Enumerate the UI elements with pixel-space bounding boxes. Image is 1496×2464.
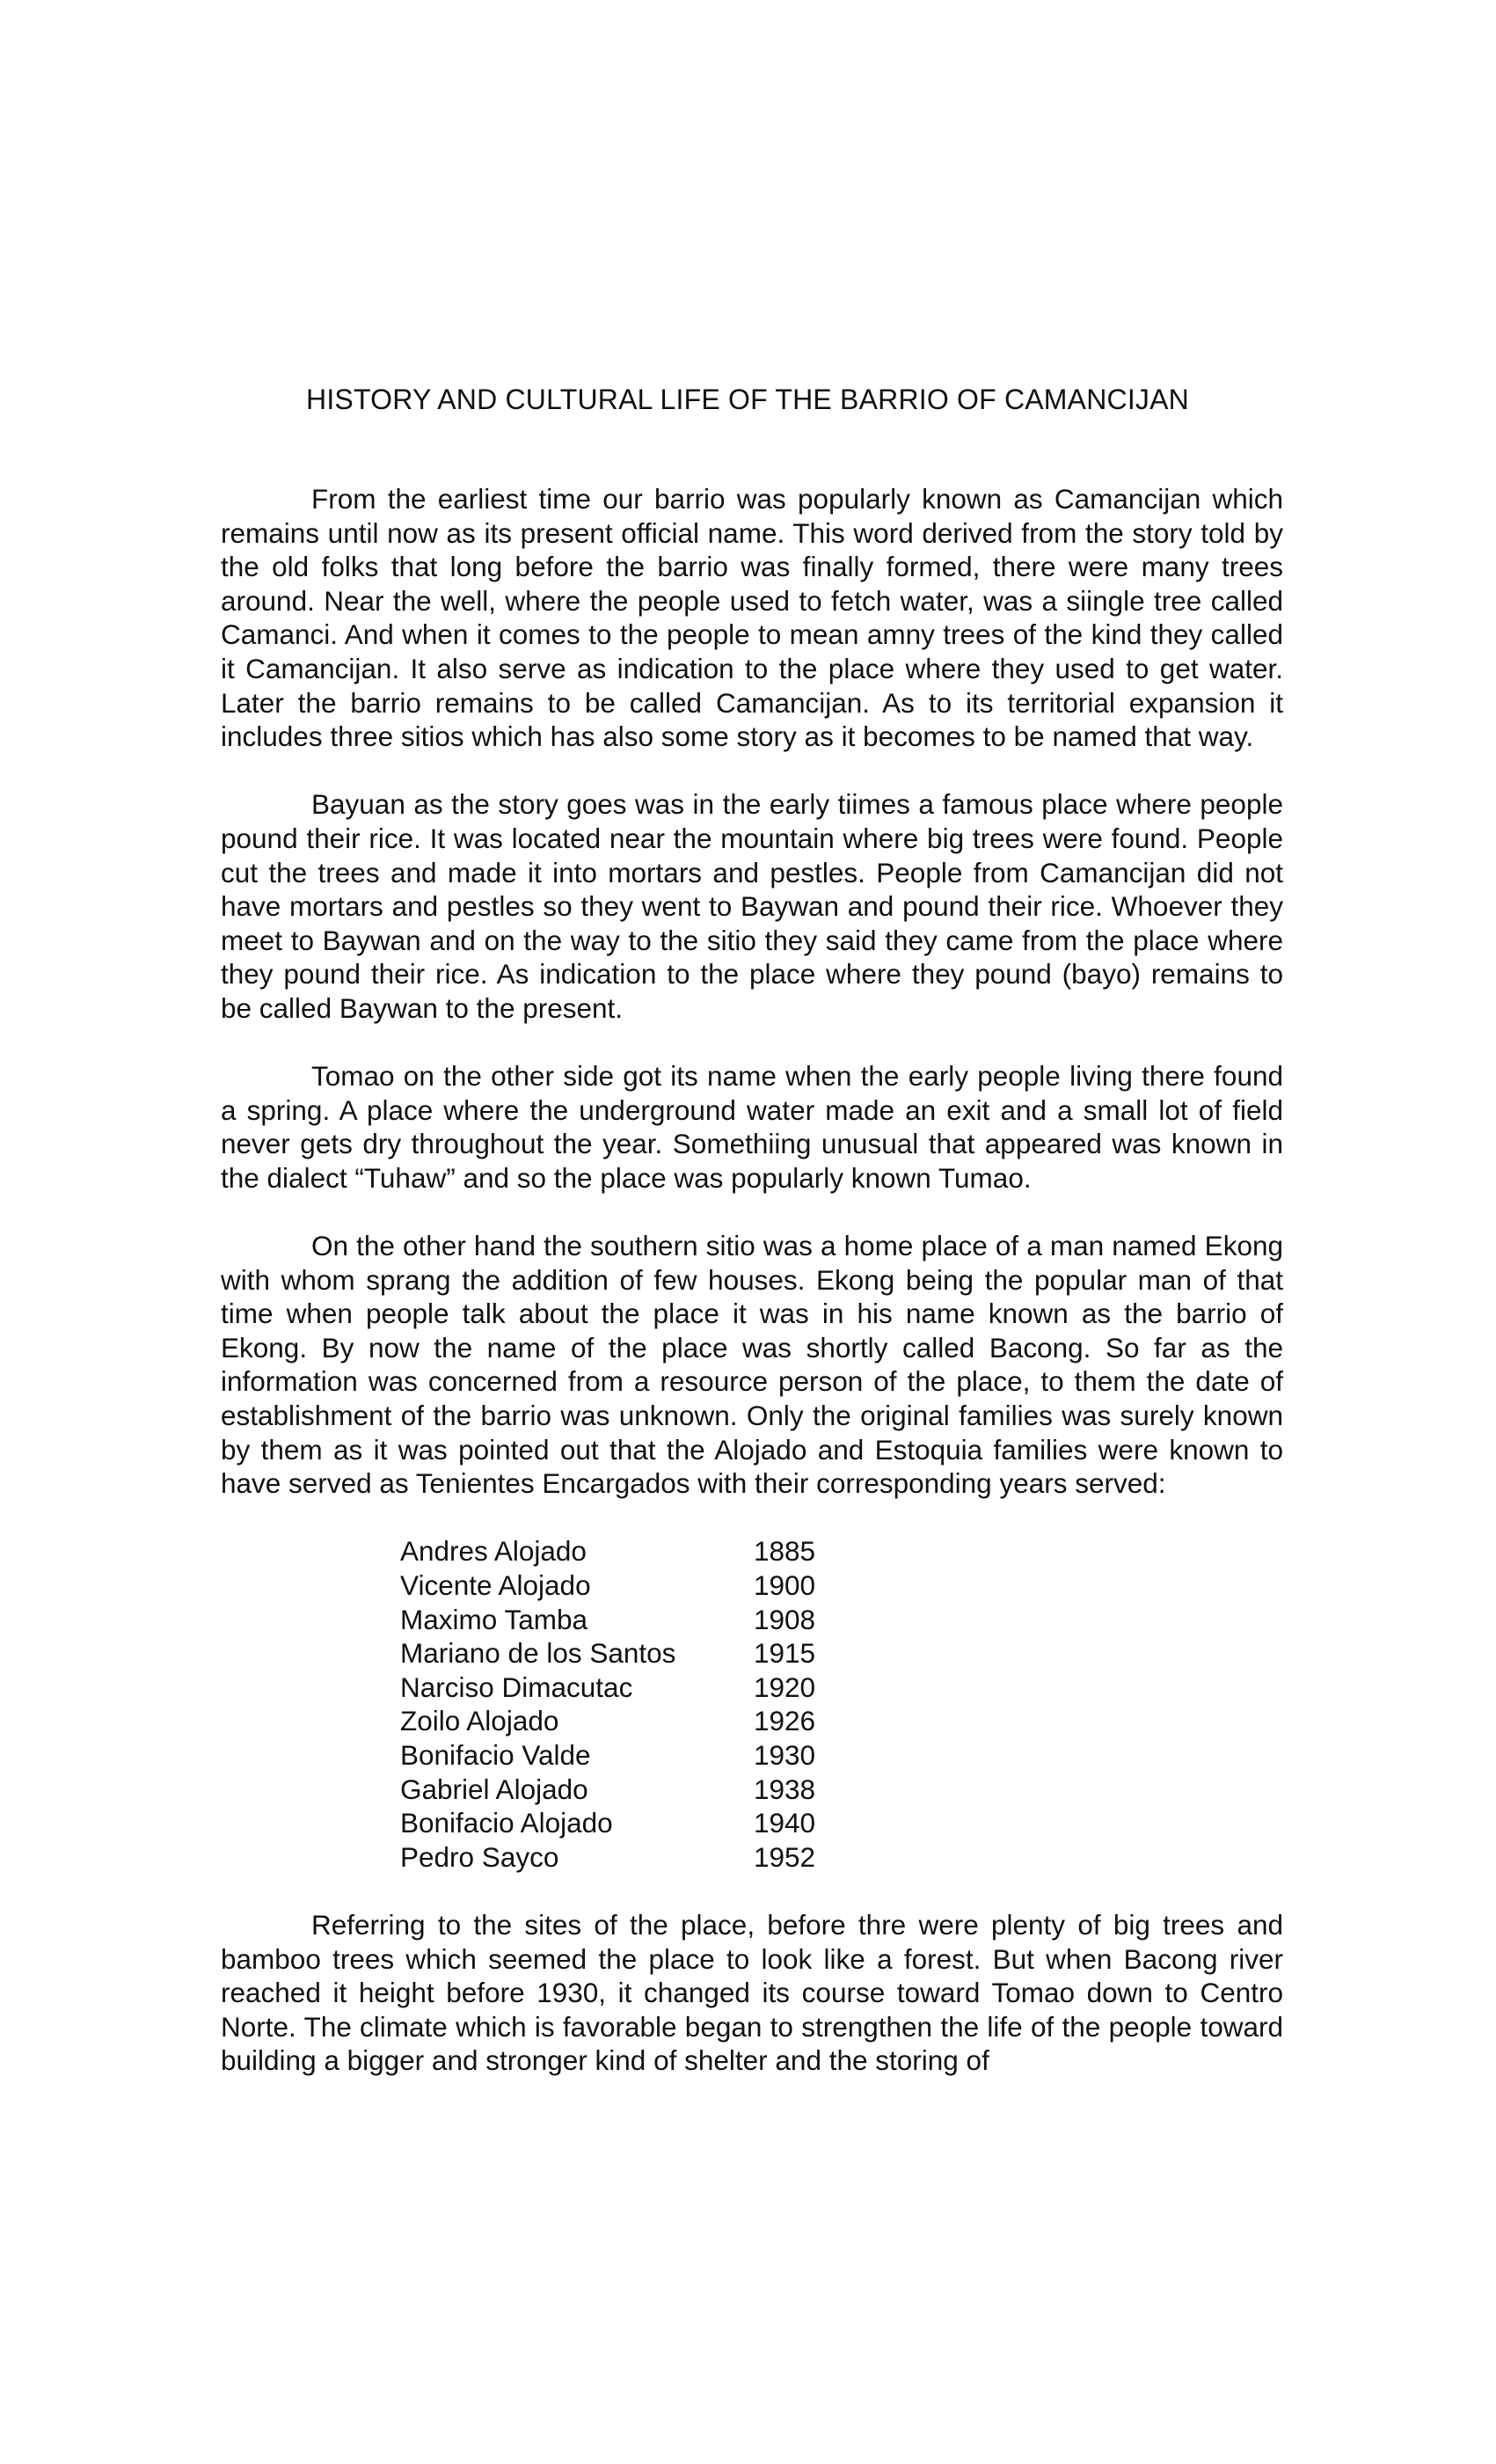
teniente-name: Mariano de los Santos [400, 1637, 676, 1670]
paragraph-sites: Referring to the sites of the place, before thre were plenty of big trees and bamboo trees which seemed the place to look like a forest. But when Bacong river reached it height before 1930, it changed its course toward Tomao down to Centro Norte. The climate which is favorable began to strengthen the life of the people toward building a bigger and stronger kind of shelter and the storing of [221, 1908, 1283, 2077]
tenientes-list [400, 1534, 1283, 1874]
list-item [400, 1534, 1283, 1568]
teniente-name: Zoilo Alojado [400, 1705, 559, 1737]
teniente-name: Andres Alojado [400, 1535, 587, 1568]
teniente-year: 1915 [754, 1637, 816, 1670]
list-item [400, 1840, 1283, 1875]
teniente-year: 1885 [754, 1535, 816, 1568]
teniente-name: Bonifacio Alojado [400, 1807, 613, 1839]
paragraph-bacong: On the other hand the southern sitio was a home place of a man named Ekong with whom sprang the addition of few houses. Ekong being the popular man of that time when people talk about the place it was in his name known as the barrio of Ekong. By now the name of the place was shortly called Bacong. So far as the information was concerned from a resource person of the place, to them the date of establishment of the barrio was unknown. Only the original families was surely known by them as it was pointed out that the Alojado and Estoquia families were known to have served as Tenientes Encargados with their corresponding years served: [221, 1230, 1283, 1500]
list-item [400, 1738, 1283, 1773]
list-item [400, 1773, 1283, 1807]
teniente-year: 1952 [754, 1840, 816, 1873]
paragraph-origin-of-name: From the earliest time our barrio was popularly known as Camancijan which remains until now as its present official name. This word derived from the story told by the old folks that long before the barrio was finally formed, there were many trees around. Near the well, where the people used to fetch water, was a siingle tree called Camanci. And when it comes to the people to mean amny trees of the kind they called it Camancijan. It also serve as indication to the place where they used to get water. Later the barrio remains to be called Camancijan. As to its territorial expansion it includes three sitios which has also some story as it becomes to be named that way. [221, 483, 1283, 753]
teniente-year: 1908 [754, 1603, 816, 1635]
teniente-name: Gabriel Alojado [400, 1773, 588, 1805]
list-item [400, 1704, 1283, 1738]
teniente-year: 1940 [754, 1807, 816, 1839]
teniente-year: 1938 [754, 1773, 816, 1805]
list-item [400, 1671, 1283, 1705]
teniente-name: Narciso Dimacutac [400, 1671, 633, 1703]
teniente-year: 1900 [754, 1569, 816, 1601]
list-item [400, 1568, 1283, 1603]
paragraph-bayuan: Bayuan as the story goes was in the early tiimes a famous place where people pound their rice. It was located near the mountain where big trees were found. People cut the trees and made it into mortars and pestles. People from Camancijan did not have mortars and pestles so they went to Baywan and pound their rice. Whoever they meet to Baywan and on the way to the sitio they said they came from the place where they pound their rice. As indication to the place where they pound (bayo) remains to be called Baywan to the present. [221, 788, 1283, 1024]
list-item [400, 1603, 1283, 1637]
teniente-year: 1926 [754, 1705, 816, 1737]
document-body [221, 482, 1283, 2078]
page-title: HISTORY AND CULTURAL LIFE OF THE BARRIO OF CAMANCIJAN [306, 384, 1189, 415]
teniente-year: 1930 [754, 1738, 816, 1771]
paragraph-tomao: Tomao on the other side got its name when the early people living there found a spring. A place where the underground water made an exit and a small lot of field never gets dry throughout the year. Somethiing unusual that appeared was known in the dialect “Tuhaw” and so the place was popularly known Tumao. [221, 1060, 1283, 1194]
teniente-name: Vicente Alojado [400, 1569, 591, 1601]
teniente-name: Bonifacio Valde [400, 1738, 591, 1771]
teniente-name: Maximo Tamba [400, 1603, 587, 1635]
list-item [400, 1636, 1283, 1671]
list-item [400, 1806, 1283, 1840]
teniente-year: 1920 [754, 1671, 816, 1703]
teniente-name: Pedro Sayco [400, 1840, 559, 1873]
